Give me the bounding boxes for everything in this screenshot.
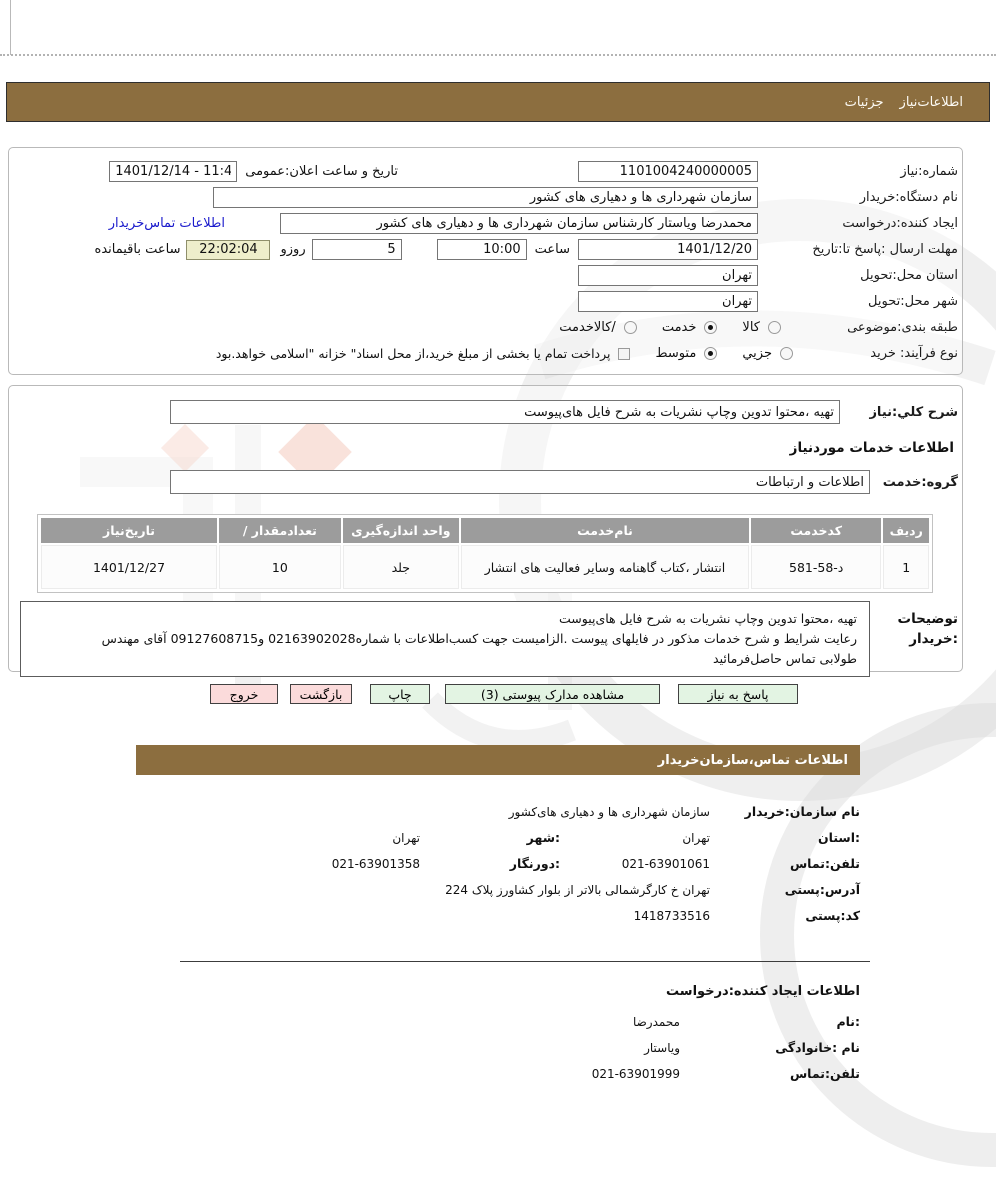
org-city-label: :شهر	[526, 830, 560, 845]
row-delivery-province	[17, 265, 958, 286]
answer-need-button[interactable]: پاسخ به نیاز	[678, 684, 798, 704]
left-edge-rule	[10, 0, 11, 55]
row-need-number	[17, 161, 958, 182]
creator-phone-value: 021-63901999	[591, 1066, 680, 1081]
radio-goods[interactable]	[768, 321, 781, 334]
org-name-value: سازمان شهرداری ها و دهیاری های‌کشور	[508, 804, 710, 819]
buyer-notes-label-line1: توضیحات	[897, 611, 958, 627]
need-description-field[interactable]	[170, 400, 840, 424]
need-number-label: شماره:نیاز	[900, 164, 958, 179]
creator-phone-label: تلفن:تماس	[789, 1066, 860, 1081]
cell-quantity: 10	[219, 545, 341, 589]
cell-need-date: 1401/12/27	[41, 545, 217, 589]
col-header-row-number: ردیف	[883, 518, 929, 543]
days-label: روزو	[280, 242, 306, 257]
view-attached-documents-button[interactable]: مشاهده مدارک پیوستی (3)	[445, 684, 660, 704]
row-purchase-process-type	[17, 343, 958, 364]
radio-goods-service[interactable]	[624, 321, 637, 334]
org-address-label: آدرس:پستی	[784, 882, 860, 897]
radio-service[interactable]	[704, 321, 717, 334]
row-buyer-org	[17, 187, 958, 208]
top-dotted-divider	[0, 54, 996, 56]
org-city-value: تهران	[392, 830, 420, 845]
row-service-group	[17, 470, 958, 494]
cell-unit: جلد	[343, 545, 459, 589]
request-creator-field[interactable]	[280, 213, 758, 234]
org-contact-header-bar	[136, 745, 860, 775]
org-fax-label: :دورنگار	[509, 856, 560, 871]
tab-need-info[interactable]: اطلاعات‌نیاز	[899, 94, 963, 110]
col-header-service-name: نام‌خدمت	[461, 518, 749, 543]
row-need-description	[17, 400, 958, 424]
treasury-payment-checkbox[interactable]	[618, 348, 630, 360]
delivery-province-label: استان محل:تحویل	[860, 268, 958, 283]
buyer-notes-line3: طولابی تماس حاصل‌فرمائید	[713, 651, 857, 666]
creator-info-header: اطلاعات ایجاد کننده:درخواست	[666, 984, 860, 999]
buyer-notes-label	[870, 601, 958, 650]
radio-service-label: خدمت	[661, 320, 697, 335]
org-province-label: :استان	[817, 830, 860, 845]
buyer-notes-line2: رعایت شرایط و شرح خدمات مذکور در فایلهای پیوست .الزامیست جهت کسب‌اطلاعات با شماره02163902028 و09127608715 آقای مهندس	[101, 631, 857, 646]
announce-datetime-field[interactable]	[109, 161, 237, 182]
org-name-label: نام سازمان:خریدار	[744, 804, 860, 819]
need-number-field[interactable]	[578, 161, 758, 182]
radio-medium[interactable]	[704, 347, 717, 360]
service-group-field[interactable]	[170, 470, 870, 494]
org-contact-section	[135, 804, 860, 923]
creator-first-name-label: :نام	[836, 1014, 860, 1029]
remaining-time-counter: 22:02:04	[186, 240, 270, 260]
remaining-time-label: ساعت باقیمانده	[94, 242, 181, 257]
org-phone-value: 021-63901061	[621, 856, 710, 871]
org-postal-code-label: کد:پستی	[805, 908, 860, 923]
row-subject-classification	[17, 317, 958, 338]
delivery-province-field[interactable]	[578, 265, 758, 286]
classification-label: طبقه بندی:موضوعی	[847, 320, 958, 335]
creator-last-name-label: نام :خانوادگی	[775, 1040, 860, 1055]
col-header-need-date: تاریخ‌نیاز	[41, 518, 217, 543]
radio-minor-label: جزيي	[742, 346, 772, 361]
col-header-quantity: تعدادمقدار /	[219, 518, 341, 543]
cell-service-name: انتشار ،کتاب گاهنامه وسایر فعالیت های انتشار	[461, 545, 749, 589]
org-phone-label: تلفن:تماس	[789, 856, 860, 871]
buyer-org-label: نام دستگاه:خریدار	[859, 190, 958, 205]
col-header-unit: واحد اندازه‌گیری	[343, 518, 459, 543]
exit-button[interactable]: خروج	[210, 684, 278, 704]
radio-goods-service-label: /کالاخدمت	[559, 320, 616, 335]
announce-datetime-label: تاریخ و ساعت اعلان:عمومی	[245, 164, 398, 179]
required-services-header: اطلاعات خدمات موردنیاز	[789, 440, 954, 456]
request-creator-label: ایجاد کننده:درخواست	[842, 216, 958, 231]
back-button[interactable]: بازگشت	[290, 684, 352, 704]
need-description-label: شرح کلي:نیاز	[869, 404, 958, 420]
deadline-time-field[interactable]	[437, 239, 527, 260]
org-postal-code-value: 1418733516	[633, 908, 710, 923]
deadline-hour-label: ساعت	[534, 242, 570, 257]
process-type-label: نوع فرآیند: خرید	[870, 346, 958, 361]
treasury-payment-label: پرداخت تمام یا بخشی از مبلغ خرید،از محل اسناد" خزانه "اسلامی خواهد.بود	[215, 346, 611, 361]
radio-goods-label: کالا	[742, 320, 760, 335]
tab-details[interactable]: جزئیات	[844, 94, 884, 110]
cell-row-number: 1	[883, 545, 929, 589]
buyer-notes-label-line2: :خریدار	[909, 631, 958, 648]
print-button[interactable]: چاپ	[370, 684, 430, 704]
deadline-label: مهلت ارسال :پاسخ تا:تاریخ	[812, 242, 958, 257]
radio-medium-label: متوسط	[655, 346, 697, 361]
buyer-notes-line1: تهیه ،محتوا تدوین وچاپ نشریات به شرح فایل های‌پیوست	[559, 611, 857, 626]
org-fax-value: 021-63901358	[331, 856, 420, 871]
row-request-creator	[17, 213, 958, 234]
cell-service-code: د-58-581	[751, 545, 881, 589]
org-province-value: تهران	[682, 830, 710, 845]
delivery-city-field[interactable]	[578, 291, 758, 312]
creator-last-name-value: ویاستار	[644, 1040, 680, 1055]
buyer-notes-box	[20, 601, 870, 677]
services-table-header-row	[41, 518, 929, 543]
creator-first-name-value: محمدرضا	[632, 1014, 680, 1029]
buyer-contact-link[interactable]: اطلاعات تماس‌خریدار	[108, 216, 225, 231]
buyer-org-field[interactable]	[213, 187, 758, 208]
deadline-date-field[interactable]	[578, 239, 758, 260]
org-contact-header: اطلاعات تماس،سازمان‌خریدار	[657, 752, 848, 768]
action-button-row	[210, 684, 798, 704]
main-tab-bar	[6, 82, 990, 122]
radio-minor[interactable]	[780, 347, 793, 360]
row-response-deadline	[17, 239, 958, 260]
need-description-panel	[8, 385, 963, 672]
row-delivery-city	[17, 291, 958, 312]
section-divider-line	[180, 961, 870, 962]
deadline-days-field[interactable]	[312, 239, 402, 260]
col-header-service-code: کدخدمت	[751, 518, 881, 543]
service-table-row	[41, 545, 929, 589]
delivery-city-label: شهر محل:تحویل	[868, 294, 958, 309]
request-summary-panel	[8, 147, 963, 375]
org-address-value: تهران خ کارگرشمالی بالاتر از بلوار کشاورز پلاک 224	[445, 882, 710, 897]
creator-info-section	[135, 1014, 860, 1081]
row-buyer-notes	[17, 601, 958, 677]
services-table	[37, 514, 933, 593]
service-group-label: گروه:خدمت	[882, 474, 958, 490]
